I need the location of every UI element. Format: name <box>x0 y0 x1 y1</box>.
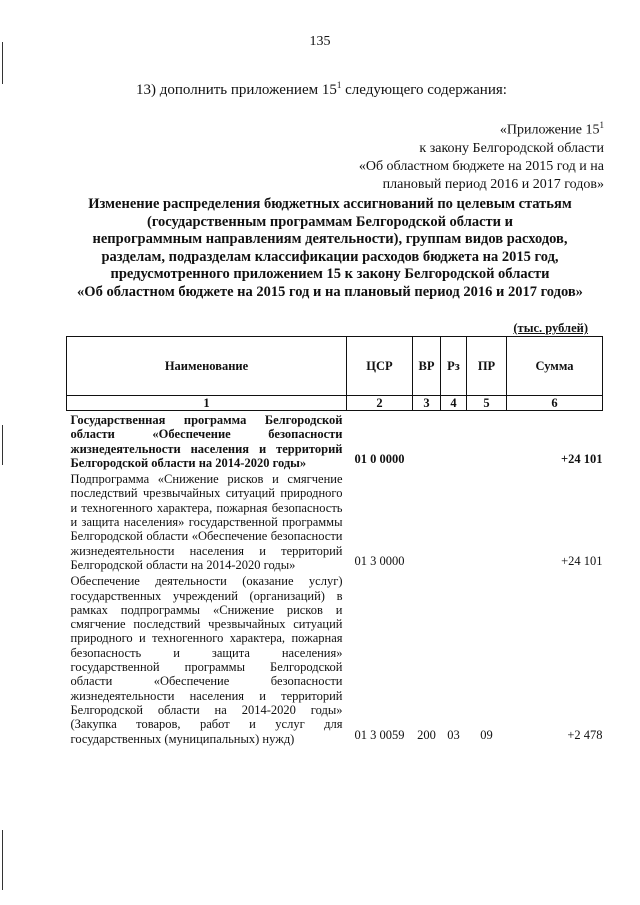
appendix-ref-prefix: «Приложение 15 <box>499 122 600 138</box>
appendix-reference <box>359 116 604 194</box>
row-csr: 01 0 0000 <box>354 452 405 467</box>
scan-margin-mark <box>2 425 3 465</box>
col-number: 5 <box>467 396 507 411</box>
header-sum: Сумма <box>507 337 603 396</box>
row-vr <box>413 470 441 572</box>
title-line: предусмотренного приложением 15 к закону Белгородской области <box>110 266 550 282</box>
appendix-ref-line-1 <box>359 116 604 140</box>
table-row <box>67 470 603 572</box>
intro-text: 13) дополнить приложением 15 <box>136 82 337 98</box>
document-title <box>40 196 620 301</box>
row-name-cell <box>67 470 347 572</box>
col-number: 1 <box>67 396 347 411</box>
header-name: Наименование <box>67 337 347 396</box>
row-pr <box>467 411 507 471</box>
col-number: 2 <box>347 396 413 411</box>
header-vr: ВР <box>413 337 441 396</box>
table-row <box>67 411 603 471</box>
appendix-ref-line-4: плановый период 2016 и 2017 годов» <box>382 176 604 192</box>
row-name: Государственная программа Белгородской области «Обеспечение безопасности жизнедеятельности населения и территорий Белгородской области на 2014-2020 годы» <box>70 413 343 470</box>
col-number: 4 <box>441 396 467 411</box>
row-name-cell <box>67 572 347 746</box>
row-sum: +2 478 <box>567 727 603 742</box>
scan-margin-mark <box>2 42 3 84</box>
row-vr <box>413 411 441 471</box>
title-line: непрограммным направлениям деятельности), группам видов расходов, <box>92 231 568 247</box>
col-number: 6 <box>507 396 603 411</box>
col-number: 3 <box>413 396 441 411</box>
title-line: «Об областном бюджете на 2015 год и на плановый период 2016 и 2017 годов» <box>77 283 583 300</box>
row-csr: 01 3 0000 <box>354 554 405 569</box>
row-rz <box>441 470 467 572</box>
row-sum: +24 101 <box>561 554 603 569</box>
intro-superscript: 1 <box>336 80 342 90</box>
row-name: Подпрограмма «Снижение рисков и смягчение последствий чрезвычайных ситуаций природного и техногенного характера, пожарная безопасность и защита населения» государственной программы Белгородской области «Обеспечение безопасности жизнедеятельности населения и территорий Белгородской области на 2014-2020 годы» <box>70 472 343 572</box>
intro-text-after: следующего содержания: <box>341 82 507 98</box>
row-pr <box>467 470 507 572</box>
row-csr: 01 3 0059 <box>354 727 405 742</box>
scan-margin-mark <box>2 830 3 890</box>
row-vr: 200 <box>417 727 436 742</box>
header-pr: ПР <box>467 337 507 396</box>
intro-line <box>136 80 507 99</box>
appendix-ref-line-3: «Об областном бюджете на 2015 год и на <box>358 158 604 174</box>
title-line: Изменение распределения бюджетных ассигнований по целевым статьям <box>88 196 572 212</box>
title-line: (государственным программам Белгородской области и <box>147 213 513 230</box>
header-rz: Рз <box>441 337 467 396</box>
budget-table <box>66 336 603 746</box>
row-rz: 03 <box>447 727 460 742</box>
row-rz <box>441 411 467 471</box>
units-label: (тыс. рублей) <box>513 321 588 335</box>
row-name: Обеспечение деятельности (оказание услуг) государственных учреждений (организаций) в рамках подпрограммы «Снижение рисков и смягчение последствий чрезвычайных ситуаций природного и техногенного характера, пожарная безопасность и защита населения» государственной программы Белгородской области «Обеспечение безопасности жизнедеятельности населения и территорий Белгородской области на 2014-2020 годы» (Закупка товаров, работ и услуг для государственных (муниципальных) нужд) <box>70 574 343 746</box>
title-line: разделам, подразделам классификации расходов бюджета на 2015 год, <box>101 248 559 265</box>
row-name-cell <box>67 411 347 471</box>
row-pr: 09 <box>480 727 493 742</box>
table-header-row <box>67 337 603 396</box>
appendix-ref-line-2: к закону Белгородской области <box>419 140 604 156</box>
table-row <box>67 572 603 746</box>
header-csr: ЦСР <box>347 337 413 396</box>
page-number: 135 <box>309 34 331 49</box>
column-number-row <box>67 396 603 411</box>
row-sum: +24 101 <box>561 452 603 467</box>
appendix-ref-superscript: 1 <box>599 120 604 130</box>
